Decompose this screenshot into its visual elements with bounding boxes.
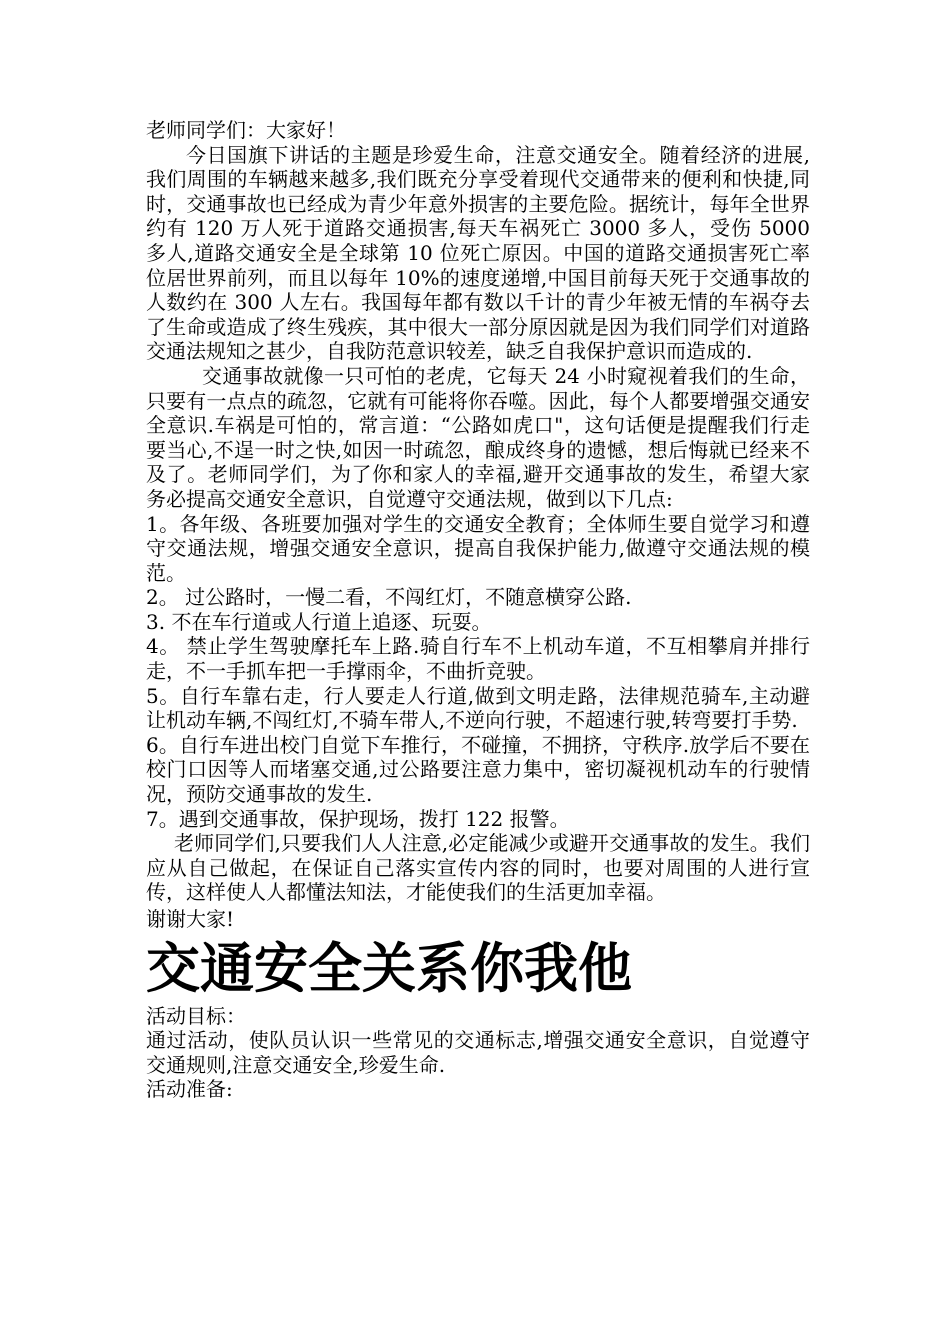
document-page (146, 118, 810, 1102)
point-item: 6。自行车进出校门自觉下车推行，不碰撞，不拥挤，守秩序.放学后不要在校门口因等人而堵塞交通,过公路要注意力集中，密切凝视机动车的行驶情况，预防交通事故的发生. (146, 732, 810, 807)
paragraph-intro: 今日国旗下讲话的主题是珍爱生命，注意交通安全。随着经济的进展,我们周围的车辆越来越多,我们既充分享受着现代交通带来的便利和快捷,同时，交通事故也已经成为青少年意外损害的主要危险。据统计，每年全世界约有 120 万人死于道路交通损害,每天车祸死亡 3000 多人，受伤 5000 多人,道路交通安全是全球第 10 位死亡原因。中国的道路交通损害死亡率位居世界前列，而且以每年 10%的速度递增,中国目前每天死于交通事故的人数约在 300 人左右。我国每年都有数以千计的青少年被无情的车祸夺去了生命或造成了终生残疾，其中很大一部分原因就是因为我们同学们对道路交通法规知之甚少，自我防范意识较差，缺乏自我保护意识而造成的. (146, 142, 810, 364)
greeting: 老师同学们：大家好！ (146, 118, 346, 142)
point-item: 5。自行车靠右走，行人要走人行道,做到文明走路，法律规范骑车,主动避让机动车辆,不闯红灯,不骑车带人,不逆向行驶，不超速行驶,转弯要打手势. (146, 683, 810, 733)
point-item: 3. 不在车行道或人行道上追逐、玩耍。 (146, 609, 492, 634)
point-item: 7。遇到交通事故，保护现场，拨打 122 报警。 (146, 806, 570, 831)
prep-label: 活动准备: (146, 1077, 233, 1102)
paragraph-closing: 老师同学们,只要我们人人注意,必定能减少或避开交通事故的发生。我们应从自己做起，在保证自己落实宣传内容的同时，也要对周围的人进行宣传，这样使人人都懂法知法，才能使我们的生活更加幸福。 (146, 831, 810, 905)
point-item: 1。各年级、各班要加强对学生的交通安全教育；全体师生要自觉学习和遵守交通法规，增强交通安全意识，提高自我保护能力,做遵守交通法规的模范。 (146, 511, 810, 585)
point-item: 2。 过公路时，一慢二看，不闯红灯，不随意横穿公路. (146, 585, 632, 610)
thanks-line: 谢谢大家! (146, 907, 235, 931)
goal-label: 活动目标： (146, 1003, 246, 1028)
goal-text: 通过活动，使队员认识一些常见的交通标志,增强交通安全意识，自觉遵守交通规则,注意交通安全,珍爱生命. (146, 1028, 810, 1077)
paragraph-tiger: 交通事故就像一只可怕的老虎，它每天 24 小时窥视着我们的生命，只要有一点点的疏忽，它就有可能将你吞噬。因此，每个人都要增强交通安全意识.车祸是可怕的，常言道：“公路如虎口"，这句话便是提醒我们行走要当心,不逞一时之快,如因一时疏忽，酿成终身的遗憾，想后悔就已经来不及了。老师同学们，为了你和家人的幸福,避开交通事故的发生，希望大家务必提高交通安全意识，自觉遵守交通法规，做到以下几点: (146, 363, 810, 511)
activity-title: 交通安全关系你我他 (146, 936, 632, 1000)
point-item: 4。 禁止学生驾驶摩托车上路.骑自行车不上机动车道，不互相攀肩并排行走，不一手抓车把一手撑雨伞，不曲折竞驶。 (146, 634, 810, 684)
